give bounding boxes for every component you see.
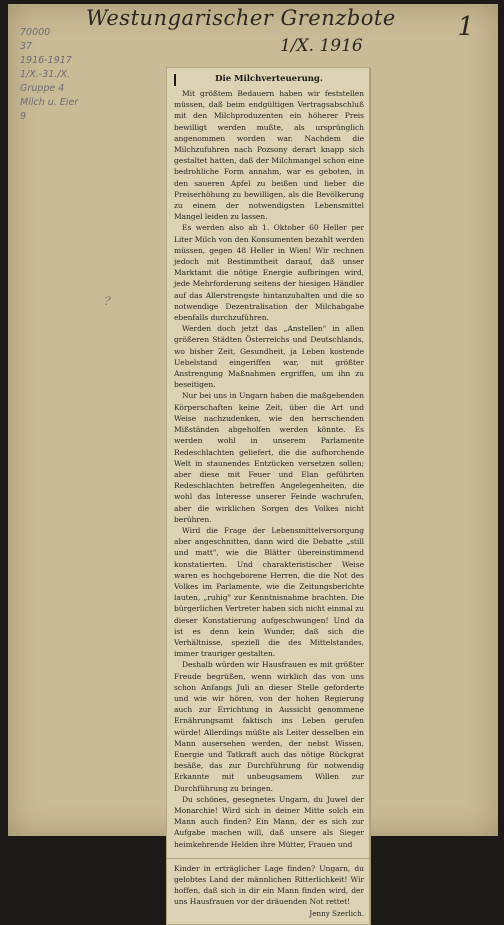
article-paragraph: Deshalb würden wir Hausfrauen es mit größter Freude begrüßen, wenn wirklich das von uns schon Anfangs Juli an dieser Stelle geforderte und wie wir hören, von der hohen Regierung auch zur Errichtung in Aussicht genommene Ernährungsamt faktisch ins Leben gerufen würde! Allerdings müßte als Leiter desselben ein Mann ausersehen werden, der nebst Wissen, Energie und Tatkraft auch das nötige Rückgrat besäße, das zur Durchführung für notwendig Erkannte mit unbeugsamem Willen zur Durchführung zu bringen. (174, 660, 364, 793)
margin-note: 1916-1917 (20, 55, 72, 66)
title-bar-mark (174, 74, 176, 86)
article-paragraph: Du schönes, gesegnetes Ungarn, du Juwel der Monarchie! Wird sich in deiner Mitte solch ein Mann auch finden? Ein Mann, der es sich zur Aufgabe machen will, daß unsere als Sieger heimkehrende Helden ihre Mütter, Frauen und (174, 794, 364, 849)
article-paragraph: Nur bei uns in Ungarn haben die maßgebenden Körperschaften keine Zeit, über die Art und Weise nachzudenken, wie den herrschenden Mißständen abgeholfen werden könnte. Es werden wohl in unserem Parlamente Redeschlachten geliefert, die die aufhorchende Welt in staunendes Entzücken versetzen sollen; aber diese mit Feuer und Elan geführten Redeschlachten betreffen Angelegenheiten, die wohl das Interesse unserer Feinde wachrufen, aber die wirklichen Sorgen des Volkes nicht berühren. (174, 391, 364, 524)
margin-notes (20, 26, 90, 124)
clipping-continuation (167, 858, 369, 924)
pencil-mark: ﹖ (100, 293, 114, 308)
archive-sheet (8, 4, 498, 918)
margin-note: 37 (20, 41, 33, 52)
margin-note: 70000 (20, 27, 51, 38)
article-paragraph: Es werden also ab 1. Oktober 60 Heller per Liter Milch von den Konsumenten bezahlt werden müssen, gegen 48 Heller in Wien! Wir rechnen jedoch mit Bestimmtheit darauf, daß unser Marktamt die nötige Energie aufbringen wird, jede Mehrforderung seitens der hiesigen Händler auf das Allerstrengste hintanzuhalten und die so notwendige Dezentralisation der Milchabgabe ebenfalls durchzuführen. (174, 223, 364, 323)
margin-note: 1/X.-31./X. (20, 69, 71, 80)
article-paragraph: Werden doch jetzt das „Anstellen" in allen größeren Städten Österreichs und Deutschlands, wo bisher Zeit, Gesundheit, ja Leben kostende Uebelstand eingeriffen war, mit größter Anstrengung Maßnahmen ergriffen, um ihn zu beseitigen. (174, 324, 364, 390)
article-paragraph: Wird die Frage der Lebensmittelversorgung aber angeschnitten, dann wird die Debatte „still und matt", wie die Blätter übereinstimmend konstatierten. Und charakteristischer Weise waren es hochgeborene Herren, die die Not des Volkes im Parlamente, wie die Zeitungsberichte lauten, „ruhig" zur Kenntnisnahme brachten. Die bürgerlichen Vertreter haben sich nicht einmal zu dieser Konstatierung aufgeschwungen! Und da ist es denn kein Wunder, daß sich die Verhältnisse, speziell die des Mittelstandes, immer trauriger gestalten. (174, 525, 364, 659)
handwritten-date: 1/X. 1916 (280, 36, 363, 56)
newspaper-clipping (166, 67, 370, 925)
margin-note: Milch u. Eier (20, 97, 79, 108)
clipping-main (167, 68, 369, 854)
article-signature: Jenny Szerlich. (309, 908, 364, 918)
article-title: Die Milchverteuerung. (215, 74, 323, 84)
margin-note: Gruppe 4 (20, 83, 65, 94)
handwritten-newspaper-title: Westungarischer Grenzbote (86, 6, 396, 30)
article-ending: Kinder in erträglicher Lage finden? Ungarn, du gelobtes Land der männlichen Ritterlichkeit! Wir hoffen, daß sich in dir ein Mann finden wird, der uns Hausfrauen vor der dräuenden Not rettet! (174, 863, 364, 907)
article-paragraph: Mit größtem Bedauern haben wir feststellen müssen, daß beim endgültigen Vertragsabschluß mit den Milchproduzenten ein höherer Preis bewilligt werden mußte, als ursprünglich angenommen worden war. Nachdem die Milchzufuhren nach Pozsony derart knapp sich gestaltet hatten, daß der Milchmangel schon eine bedrohliche Form annahm, war es geboten, in den saueren Apfel zu beißen und lieber die Preiserhöhung zu bewilligen, als die Bevölkerung zu einem der notwendigsten Lebensmittel Mangel leiden zu lassen. (174, 89, 364, 222)
margin-note: 9 (20, 111, 27, 122)
handwritten-page-number: 1 (457, 12, 474, 42)
article-title-row (174, 74, 364, 84)
